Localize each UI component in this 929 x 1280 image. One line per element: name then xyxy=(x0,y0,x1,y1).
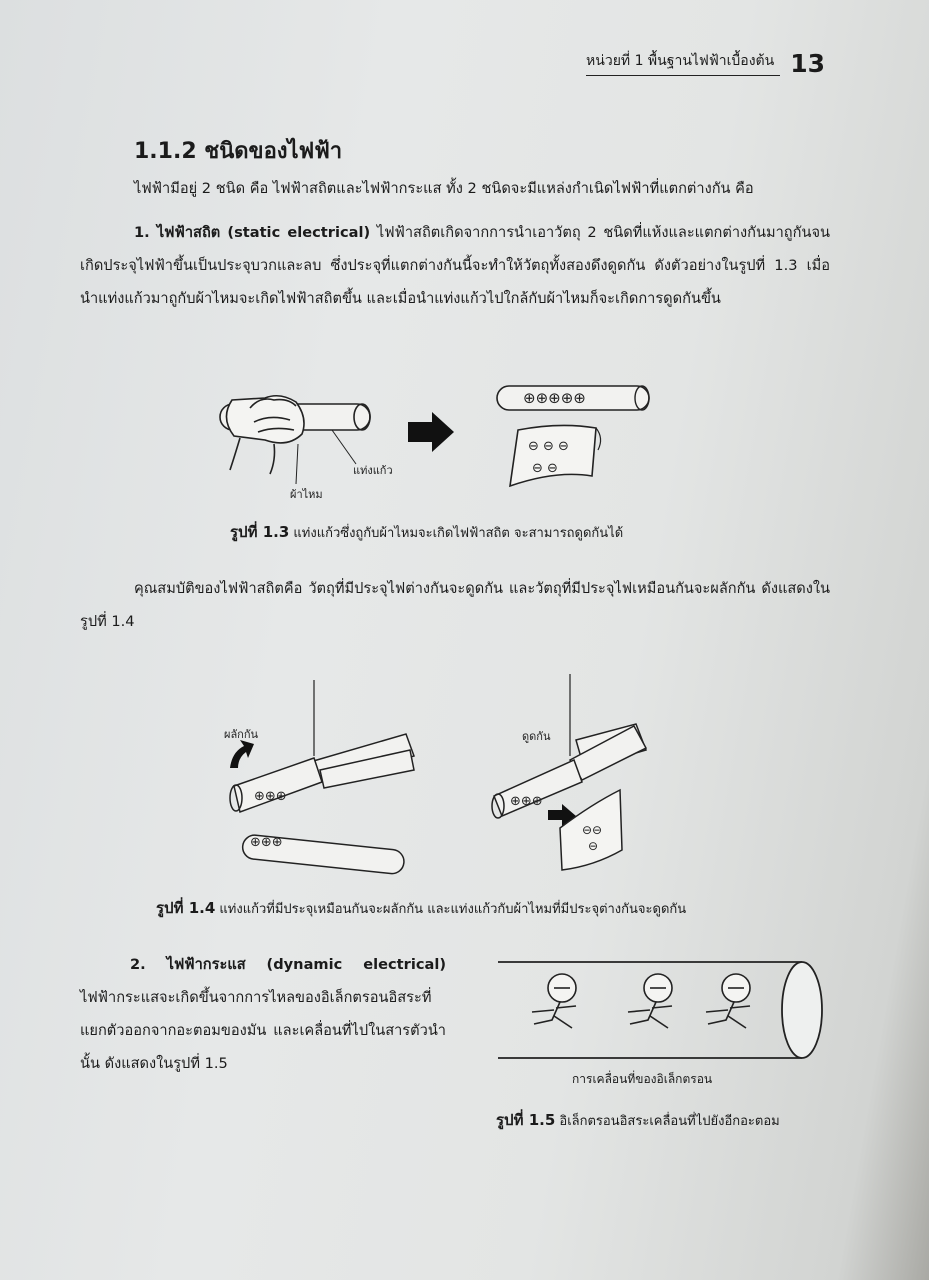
suspended-rod-right xyxy=(492,724,646,818)
static-heading: 1. ไฟฟ้าสถิต (static electrical) xyxy=(134,224,371,241)
label-silk-cloth: ผ้าไหม xyxy=(290,488,323,501)
suspended-rod-left xyxy=(230,734,414,812)
static-body: ไฟฟ้าสถิตเกิดจากการนำเอาวัตถุ 2 ชนิดที่แห้งและแตกต่างกันมาถูกันจนเกิดประจุไฟฟ้าขึ้นเป็นประจุบวกและลบ ซึ่งประจุที่แตกต่างกันนี้จะทำให้วัตถุทั้งสองดึงดูดกัน ดังตัวอย่างในรูปที่ 1.3 เมื่อนำแท่งแก้วมาถูกับผ้าไหมจะเกิดไฟฟ้าสถิตขึ้น และเมื่อนำแท่งแก้วไปใกล้กับผ้าไหมก็จะเกิดการดูดกันขึ้น xyxy=(80,224,830,307)
curved-arrow-icon xyxy=(230,740,254,768)
label-attract: ดูดกัน xyxy=(522,730,551,743)
svg-text:⊕⊕⊕: ⊕⊕⊕ xyxy=(510,794,543,809)
svg-text:⊖⊖: ⊖⊖ xyxy=(582,823,603,837)
dynamic-body: ไฟฟ้ากระแสจะเกิดขึ้นจากการไหลของอิเล็กตรอนอิสระที่แยกตัวออกจากอะตอมของมัน และเคลื่อนที่ไปในสารตัวนำนั้น ดังแสดงในรูปที่ 1.5 xyxy=(80,989,446,1072)
svg-text:⊖: ⊖ xyxy=(588,839,599,853)
svg-text:⊖ ⊖: ⊖ ⊖ xyxy=(532,461,558,476)
electron-runner-2 xyxy=(628,974,672,1028)
figure-1-4-number: รูปที่ 1.4 xyxy=(156,899,216,917)
figure-1-3-text: แท่งแก้วซึ่งถูกับผ้าไหมจะเกิดไฟฟ้าสถิต จะสามารถดูดกันได้ xyxy=(293,526,624,541)
figure-1-5-illustration xyxy=(490,958,830,1068)
intro-paragraph: ไฟฟ้ามีอยู่ 2 ชนิด คือ ไฟฟ้าสถิตและไฟฟ้ากระแส ทั้ง 2 ชนิดจะมีแหล่งกำเนิดไฟฟ้าที่แตกต่างกัน คือ xyxy=(134,180,754,197)
glass-rod-rubbing xyxy=(220,396,370,474)
svg-text:⊕⊕⊕⊕⊕: ⊕⊕⊕⊕⊕ xyxy=(523,389,586,407)
section-title: 1.1.2 ชนิดของไฟฟ้า xyxy=(134,139,343,164)
figure-1-5-label: การเคลื่อนที่ของอิเล็กตรอน xyxy=(572,1072,713,1086)
figure-1-4-illustration xyxy=(210,670,670,880)
running-header xyxy=(586,50,825,76)
figure-1-4-text: แท่งแก้วที่มีประจุเหมือนกันจะผลักกัน และแท่งแก้วกับผ้าไหมที่มีประจุต่างกันจะดูดกัน xyxy=(219,902,687,917)
unit-label: หน่วยที่ 1 พื้นฐานไฟฟ้าเบื้องต้น xyxy=(586,50,780,76)
charged-silk-cloth xyxy=(510,425,601,486)
rod-below-left xyxy=(241,834,405,875)
svg-text:⊕⊕⊕: ⊕⊕⊕ xyxy=(250,835,283,850)
properties-paragraph: คุณสมบัติของไฟฟ้าสถิตคือ วัตถุที่มีประจุไฟต่างกันจะดูดกัน และวัตถุที่มีประจุไฟเหมือนกันจะผลักกัน ดังแสดงในรูปที่ 1.4 xyxy=(80,580,830,630)
figure-1-5-number: รูปที่ 1.5 xyxy=(496,1111,556,1129)
figure-1-5-caption xyxy=(496,1108,780,1132)
static-paragraph xyxy=(80,216,830,315)
figure-1-5-text: อิเล็กตรอนอิสระเคลื่อนที่ไปยังอีกอะตอม xyxy=(559,1114,780,1129)
charged-glass-rod xyxy=(497,386,649,410)
svg-text:⊖ ⊖ ⊖: ⊖ ⊖ ⊖ xyxy=(528,439,569,454)
electron-runner-1 xyxy=(532,974,576,1028)
figure-1-3-caption xyxy=(230,520,623,544)
label-glass-rod: แท่งแก้ว xyxy=(353,464,393,477)
figure-1-4-caption xyxy=(156,896,686,920)
figure-1-3-number: รูปที่ 1.3 xyxy=(230,523,290,541)
dynamic-paragraph xyxy=(80,948,446,1080)
label-repel: ผลักกัน xyxy=(224,728,259,741)
arrow-right-icon xyxy=(408,412,454,452)
electron-runner-3 xyxy=(706,974,750,1028)
svg-text:⊕⊕⊕: ⊕⊕⊕ xyxy=(254,789,287,804)
page-number: 13 xyxy=(790,49,825,78)
dynamic-heading: 2. ไฟฟ้ากระแส (dynamic electrical) xyxy=(130,956,446,973)
figure-1-3-illustration xyxy=(210,378,670,508)
silk-cloth-right xyxy=(560,790,622,870)
